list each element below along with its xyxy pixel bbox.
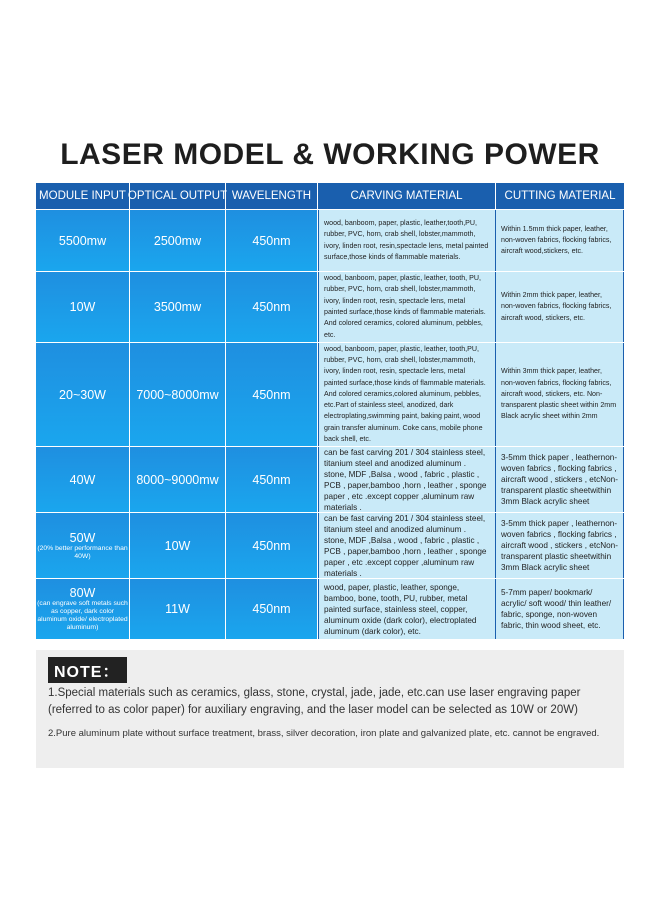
table-row: [36, 209, 624, 271]
cutting-material: 5-7mm paper/ bookmark/ acrylic/ soft wood/ thin leather/ fabric, sponge, non-woven fabric, thin wood sheet, etc.: [496, 579, 624, 639]
carving-material: wood, banboom, paper, plastic, leather,tooth,PU, rubber, PVC, horn, crab shell, lobster,mammoth, ivory, linden root, resin,spectacle lens, metal painted surface,those kinds of flammable materials.: [318, 210, 496, 271]
specs-table: [36, 183, 624, 639]
optical-output: 2500mw: [130, 210, 226, 271]
table-row: [36, 578, 624, 639]
carving-material: wood, paper, plastic, leather, sponge, bamboo, bone, tooth, PU, rubber, metal painted surface, stainless steel, copper, aluminum oxide (dark color), electroplated aluminum (dark color), etc.: [318, 579, 496, 639]
carving-material: can be fast carving 201 / 304 stainless steel, titanium steel and anodized aluminum . stone, MDF ,Balsa , wood , fabric , plastic , PCB , paper,bamboo ,horn , leather , sponge paper , etc .except copper ,aluminum raw materials .: [318, 513, 496, 578]
cutting-material: 3-5mm thick paper , leathernon-woven fabrics , flocking fabrics , aircraft wood , stickers , etcNon-transparent plastic sheetwithin 3mm Black acrylic sheet: [496, 447, 624, 512]
module-input: 10W: [36, 272, 130, 342]
table-row: [36, 342, 624, 446]
module-input: [36, 513, 130, 578]
wavelength: 450nm: [226, 579, 318, 639]
header-carving-material: CARVING MATERIAL: [318, 183, 496, 209]
optical-output: 11W: [130, 579, 226, 639]
carving-material: can be fast carving 201 / 304 stainless steel, titanium steel and anodized aluminum . stone, MDF ,Balsa , wood , fabric , plastic , PCB , paper,bamboo ,horn , leather , sponge paper , etc .except copper ,aluminum raw materials .: [318, 447, 496, 512]
table-row: [36, 446, 624, 512]
header-cutting-material: CUTTING MATERIAL: [504, 190, 616, 202]
table-header: [36, 183, 624, 209]
module-input: 40W: [36, 447, 130, 512]
carving-material: wood, banboom, paper, plastic, leather, tooth,PU, rubber, PVC, horn, crab shell, lobster,mammoth, ivory, linden root, resin, spectacle lens, metal painted surface,those kinds of flammable materials. And colored ceramics,colored aluminum, pebbles, etc.Part of stainless steel, anodized, dark electroplating,swimming paint, baking paint, wood grain transfer aluminum. Coke cans, mobile phone back shell, etc.: [318, 343, 496, 446]
wavelength: 450nm: [226, 343, 318, 446]
note-item-2: 2.Pure aluminum plate without surface treatment, brass, silver decoration, iron plate and galvanized plate, etc. cannot be engraved.: [48, 728, 600, 739]
wavelength: 450nm: [226, 447, 318, 512]
header-module-input: MODULE INPUT: [36, 183, 130, 209]
cutting-material: Within 1.5mm thick paper, leather, non-woven fabrics, flocking fabrics, aircraft wood,stickers, etc.: [496, 210, 624, 271]
optical-output: 7000~8000mw: [130, 343, 226, 446]
module-input: [36, 579, 130, 639]
optical-output: 8000~9000mw: [130, 447, 226, 512]
module-input: 20~30W: [36, 343, 130, 446]
wavelength: 450nm: [226, 513, 318, 578]
wavelength: 450nm: [226, 272, 318, 342]
note-label: NOTE：: [48, 657, 127, 683]
cutting-material: Within 3mm thick paper, leather, non-woven fabrics, flocking fabrics, aircraft wood, stickers, etc. Non-transparent plastic sheet within 2mm Black acrylic sheet within 2mm: [496, 343, 624, 446]
cutting-material: Within 2mm thick paper, leather, non-woven fabrics, flocking fabrics, aircraft wood, stickers, etc.: [496, 272, 624, 342]
module-input-value: 50W: [69, 530, 96, 545]
optical-output: 10W: [130, 513, 226, 578]
note-item-1: 1.Special materials such as ceramics, glass, stone, crystal, jade, jade, etc.can use laser engraving paper (referred to as color paper) for auxiliary engraving, and the laser model can be selected as 10W or 20W): [48, 687, 581, 716]
module-input: 5500mw: [36, 210, 130, 271]
module-input-note: (20% better performance than 40W): [37, 544, 128, 560]
module-input-value: 80W: [69, 586, 96, 600]
header-optical-output: OPTICAL OUTPUT: [130, 183, 226, 209]
table-row: [36, 512, 624, 578]
page-title: LASER MODEL & WORKING POWER: [60, 138, 600, 171]
cutting-material: 3-5mm thick paper , leathernon-woven fabrics , flocking fabrics , aircraft wood , stickers , etcNon-transparent plastic sheetwithin 3mm Black acrylic sheet: [496, 513, 624, 578]
module-input-note: (can engrave soft metals such as copper, dark color aluminum oxide/ electroplated aluminum): [37, 600, 128, 631]
note-panel: [36, 650, 624, 768]
carving-material: wood, banboom, paper, plastic, leather, tooth, PU, rubber, PVC, horn, crab shell, lobster,mammoth, ivory, linden root, resin, spectacle lens, metal painted surface,those kinds of flammable materials. And colored ceramics, colored aluminum, pebbles, etc.: [318, 272, 496, 342]
table-row: [36, 271, 624, 342]
optical-output: 3500mw: [130, 272, 226, 342]
wavelength: 450nm: [226, 210, 318, 271]
header-wavelength: WAVELENGTH: [226, 183, 318, 209]
